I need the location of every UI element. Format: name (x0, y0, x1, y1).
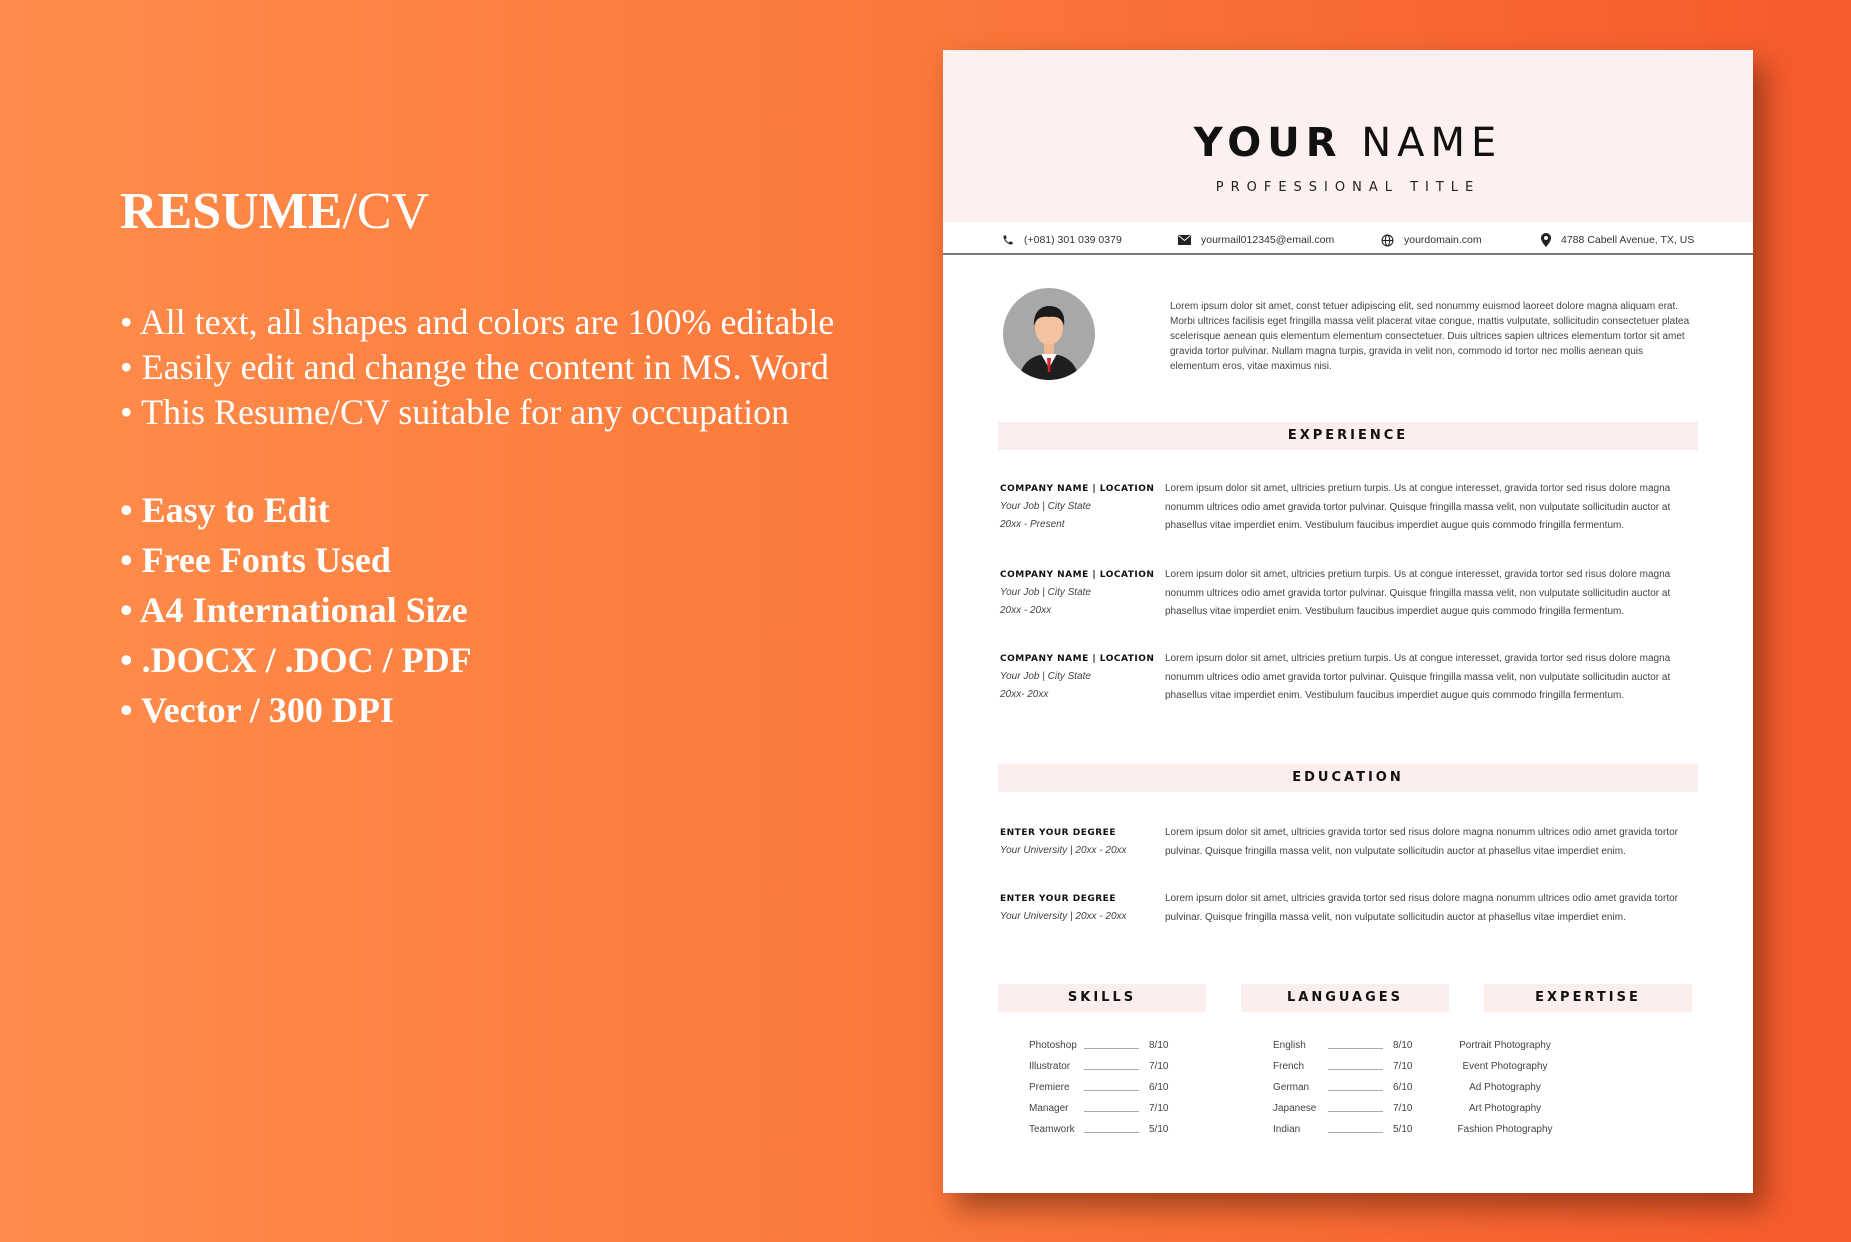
skill-label: Manager (1029, 1103, 1069, 1114)
skill-line (1084, 1111, 1139, 1112)
contact-email (1178, 230, 1334, 250)
job-description: Lorem ipsum dolor sit amet, ultricies pretium turpis. Us at congue interesset, gravida tortor sed risus dolore magna nonumm ultrices odio amet gravida tortor pulvinar. Quisque fringilla massa velit, non vulputate sollicitudin auctor at phasellus vitae imperdiet enim. Vestibulum faucibus imperdiet augue quis commodo fringilla fermentum. (1165, 483, 1671, 531)
highlight-list (120, 485, 834, 735)
expertise-item: Art Photography (1468, 1103, 1542, 1114)
globe-icon (1381, 234, 1394, 247)
promo-title-rest: /CV (342, 183, 430, 240)
degree-name: ENTER YOUR DEGREE (1000, 828, 1116, 838)
experience-entry (1000, 480, 1700, 534)
contact-address (1541, 230, 1694, 250)
promo-panel (120, 180, 834, 735)
job-title: Your Job | City State (1000, 671, 1091, 682)
email-text[interactable]: yourmail012345@email.com (1201, 234, 1335, 246)
company-name: COMPANY NAME | LOCATION (1000, 570, 1155, 580)
language-label: English (1273, 1040, 1306, 1051)
language-value: 6/10 (1393, 1082, 1413, 1093)
language-line (1328, 1069, 1383, 1070)
school-name: Your University | 20xx - 20xx (1000, 845, 1127, 856)
language-value: 7/10 (1393, 1061, 1413, 1072)
company-name: COMPANY NAME | LOCATION (1000, 654, 1155, 664)
phone-icon (1002, 234, 1014, 246)
job-title: Your Job | City State (1000, 501, 1091, 512)
experience-entry (1000, 650, 1700, 704)
expertise-item: Ad Photography (1469, 1082, 1541, 1093)
language-label: German (1273, 1082, 1310, 1093)
education-entry (1000, 890, 1700, 926)
experience-heading: EXPERIENCE (998, 422, 1698, 450)
experience-entry (1000, 566, 1700, 620)
phone-text: (+081) 301 039 0379 (1024, 234, 1122, 246)
expertise-item: Fashion Photography (1457, 1124, 1553, 1135)
language-line (1328, 1111, 1383, 1112)
education-description: Lorem ipsum dolor sit amet, ultricies gravida tortor sed risus dolore magna nonumm ultrices odio amet gravida tortor pulvinar. Quisque fringilla massa velit, non vulputate sollicitudin auctor at phasellus vitae imperdiet enim. (1165, 893, 1678, 923)
degree-name: ENTER YOUR DEGREE (1000, 894, 1116, 904)
language-line (1328, 1090, 1383, 1091)
intro-paragraph: Lorem ipsum dolor sit amet, const tetuer adipiscing elit, sed nonummy euismod laoreet dolore magna aliquam erat. Morbi ultrices facilisis eget fringilla massa velit placerat vitae congue, mattis vulputate, sollicitudin consectetuer platea scelerisque aenean quis elementum elementum consectetuer. Duis ultrices sapien ultrices elementum tortor sit amet gravida tortor pulvinar. Nullam magna turpis, gravida in velit non, commodo id tortor nec mollis aenean quis elementum eros, vitae maximus nisi. (1170, 301, 1690, 372)
skill-line (1084, 1048, 1139, 1049)
language-line (1328, 1048, 1383, 1049)
skill-line (1084, 1090, 1139, 1091)
map-pin-icon (1541, 233, 1551, 247)
contact-phone (1002, 230, 1122, 250)
skill-value: 5/10 (1149, 1124, 1169, 1135)
skills-heading: SKILLS (998, 984, 1206, 1012)
feature-item: • All text, all shapes and colors are 100% editable (120, 302, 835, 342)
language-value: 5/10 (1393, 1124, 1413, 1135)
company-name: COMPANY NAME | LOCATION (1000, 484, 1155, 494)
expertise-item: Portrait Photography (1459, 1040, 1551, 1051)
skill-line (1084, 1069, 1139, 1070)
skill-value: 6/10 (1149, 1082, 1169, 1093)
person-icon (1003, 288, 1095, 380)
feature-item: • This Resume/CV suitable for any occupation (120, 392, 790, 432)
resume-name (943, 120, 1753, 166)
job-description: Lorem ipsum dolor sit amet, ultricies pretium turpis. Us at congue interesset, gravida tortor sed risus dolore magna nonumm ultrices odio amet gravida tortor pulvinar. Quisque fringilla massa velit, non vulputate sollicitudin auctor at phasellus vitae imperdiet enim. Vestibulum faucibus imperdiet augue quis commodo fringilla fermentum. (1165, 653, 1671, 701)
languages-heading: LANGUAGES (1241, 984, 1449, 1012)
language-label: Japanese (1273, 1103, 1317, 1114)
job-title: Your Job | City State (1000, 587, 1091, 598)
skill-label: Premiere (1029, 1082, 1070, 1093)
skill-value: 7/10 (1149, 1061, 1169, 1072)
highlight-item: • Free Fonts Used (120, 540, 391, 580)
language-line (1328, 1132, 1383, 1133)
education-heading: EDUCATION (998, 764, 1698, 792)
job-dates: 20xx - 20xx (1000, 605, 1052, 616)
contact-web (1381, 230, 1482, 250)
contact-divider (943, 253, 1753, 255)
skill-value: 7/10 (1149, 1103, 1169, 1114)
name-first: YOUR (1193, 120, 1343, 166)
professional-title: PROFESSIONAL TITLE (1215, 180, 1481, 195)
job-dates: 20xx - Present (1000, 519, 1065, 530)
highlight-item: • Easy to Edit (120, 490, 330, 530)
skill-label: Photoshop (1029, 1040, 1077, 1051)
highlight-item: • A4 International Size (120, 590, 468, 630)
skill-line (1084, 1132, 1139, 1133)
web-text[interactable]: yourdomain.com (1404, 234, 1482, 246)
highlight-item: • .DOCX / .DOC / PDF (120, 640, 472, 680)
expertise-item: Event Photography (1462, 1061, 1548, 1072)
resume-page (943, 50, 1753, 1193)
name-last: NAME (1361, 120, 1503, 166)
address-text: 4788 Cabell Avenue, TX, US (1561, 234, 1695, 246)
skill-label: Teamwork (1029, 1124, 1075, 1135)
expertise-heading: EXPERTISE (1484, 984, 1692, 1012)
school-name: Your University | 20xx - 20xx (1000, 911, 1127, 922)
highlight-item: • Vector / 300 DPI (120, 690, 394, 730)
language-value: 7/10 (1393, 1103, 1413, 1114)
promo-title-bold: RESUME (120, 183, 343, 240)
language-value: 8/10 (1393, 1040, 1413, 1051)
avatar (1003, 288, 1095, 380)
promo-title (120, 180, 834, 244)
feature-item: • Easily edit and change the content in MS. Word (120, 347, 829, 387)
language-label: Indian (1273, 1124, 1301, 1135)
job-description: Lorem ipsum dolor sit amet, ultricies pretium turpis. Us at congue interesset, gravida tortor sed risus dolore magna nonumm ultrices odio amet gravida tortor pulvinar. Quisque fringilla massa velit, non vulputate sollicitudin auctor at phasellus vitae imperdiet enim. Vestibulum faucibus imperdiet augue quis commodo fringilla fermentum. (1165, 569, 1671, 617)
education-description: Lorem ipsum dolor sit amet, ultricies gravida tortor sed risus dolore magna nonumm ultrices odio amet gravida tortor pulvinar. Quisque fringilla massa velit, non vulputate sollicitudin auctor at phasellus vitae imperdiet enim. (1165, 827, 1678, 857)
feature-list (120, 300, 834, 435)
envelope-icon (1178, 235, 1191, 245)
education-entry (1000, 824, 1700, 860)
skill-label: Illustrator (1029, 1061, 1071, 1072)
job-dates: 20xx- 20xx (1000, 689, 1049, 700)
skill-value: 8/10 (1149, 1040, 1169, 1051)
language-label: French (1273, 1061, 1305, 1072)
